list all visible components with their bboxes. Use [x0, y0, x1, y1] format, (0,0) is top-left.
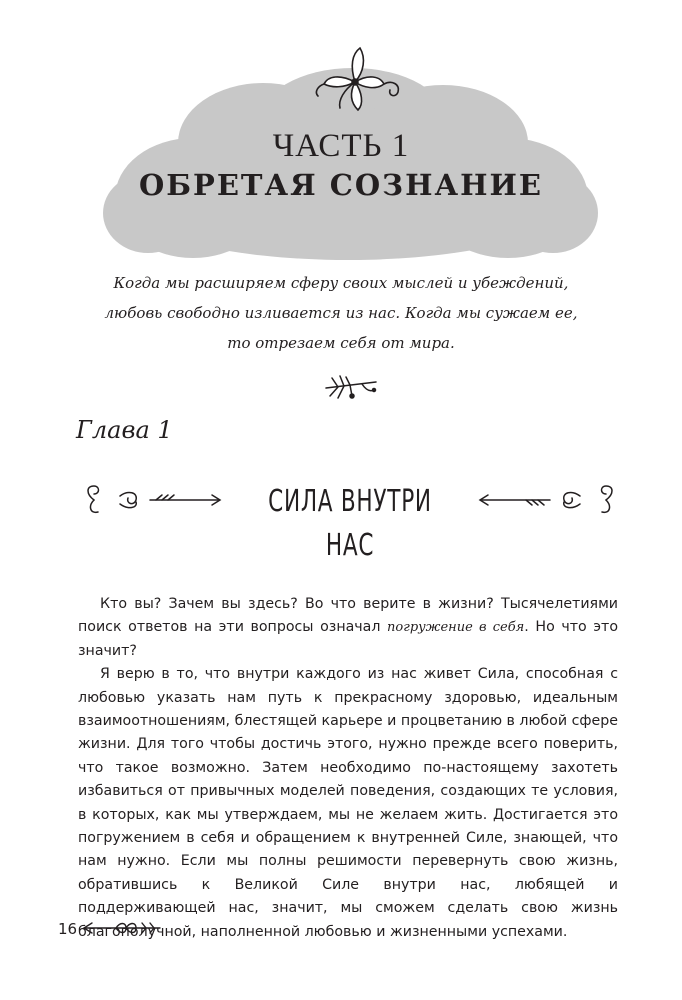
- sprig-icon: [322, 374, 380, 400]
- epigraph-line: Когда мы расширяем сферу своих мыслей и убеждений,: [113, 274, 569, 292]
- part-title: ОБРЕТАЯ СОЗНАНИЕ: [138, 168, 543, 202]
- body-paragraph: Кто вы? Зачем вы здесь? Во что верите в жизни? Тысячелетиями поиск ответов на эти вопросы означал погружение в себя. Но что это значит?: [78, 596, 618, 659]
- footer-arrow-icon: [80, 914, 164, 942]
- epigraph-line: то отрезаем себя от мира.: [227, 334, 455, 352]
- epigraph: [80, 268, 602, 358]
- part-number: ЧАСТЬ 1: [272, 128, 410, 164]
- page-number: 16: [58, 920, 78, 938]
- flower-icon: [310, 44, 410, 114]
- emphasis-text: погружение в себя: [387, 620, 525, 636]
- epigraph-line: любовь свободно изливается из нас. Когда мы сужаем ее,: [104, 304, 578, 322]
- flourish-right-icon: [470, 480, 620, 520]
- chapter-label: Глава 1: [76, 416, 173, 444]
- body-text: [78, 593, 618, 944]
- flourish-left-icon: [80, 480, 230, 520]
- chapter-title: СИЛА ВНУТРИ НАС: [268, 484, 432, 563]
- body-paragraph: Я верю в то, что внутри каждого из нас живет Сила, способная с любовью указать нам путь к прекрасному здоровью, идеальным взаимоотношениям, блестящей карьере и процветанию в любой сфере жизни. Для того чтобы достичь этого, нужно прежде всего поверить, что такое возможно. Затем необходимо по-настоящему захотеть избавиться от привычных моделей поведения, создающих те условия, в которых, как мы утверждаем, мы не желаем жить. Достигается это погружением в себя и обращением к внутренней Силе, знающей, что нам нужно. Если мы полны решимости перевернуть свою жизнь, обратившись к Великой Силе внутри нас, любящей и поддерживающей нас, значит, мы сможем сделать свою жизнь благополучной, наполненной любовью и жизненными успехами.: [78, 666, 618, 940]
